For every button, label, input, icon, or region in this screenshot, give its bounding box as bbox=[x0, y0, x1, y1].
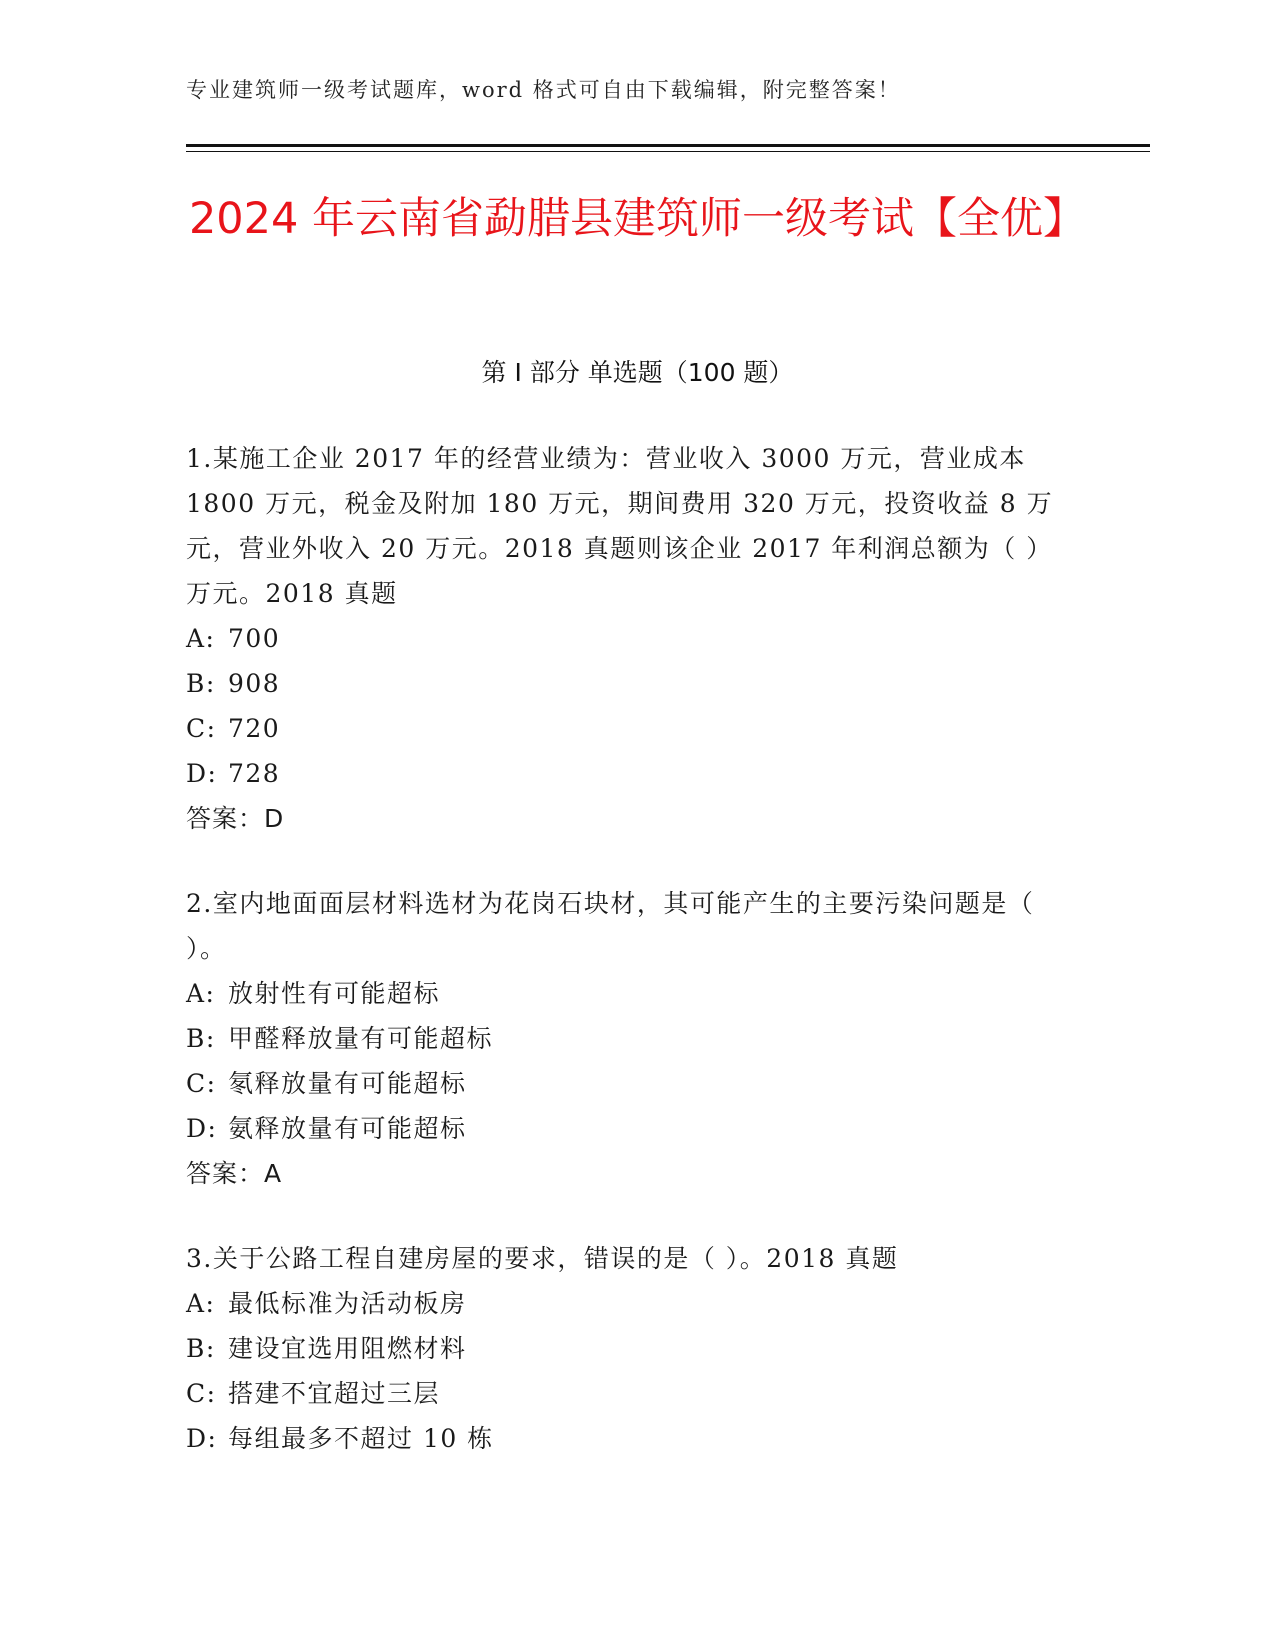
option-text: 搭建不宜超过三层 bbox=[228, 1379, 441, 1408]
section-title: 第 I 部分 单选题（100 题） bbox=[481, 358, 794, 387]
option-c bbox=[186, 706, 1066, 751]
option-d bbox=[186, 1106, 1066, 1151]
option-text: 720 bbox=[228, 714, 281, 743]
option-b bbox=[186, 1326, 1066, 1371]
question-2 bbox=[186, 881, 1066, 1196]
header-divider-thin bbox=[186, 151, 1150, 152]
option-letter: D: bbox=[186, 1424, 218, 1453]
option-text: 最低标准为活动板房 bbox=[228, 1289, 467, 1318]
option-letter: B: bbox=[186, 1024, 216, 1053]
option-b bbox=[186, 1016, 1066, 1061]
option-a bbox=[186, 616, 1066, 661]
option-text: 每组最多不超过 10 栋 bbox=[228, 1424, 494, 1453]
option-letter: B: bbox=[186, 1334, 216, 1363]
option-letter: A: bbox=[186, 1289, 216, 1318]
header-divider-thick bbox=[186, 144, 1150, 147]
option-c bbox=[186, 1371, 1066, 1416]
option-a bbox=[186, 971, 1066, 1016]
option-c bbox=[186, 1061, 1066, 1106]
answer-line: 答案：D bbox=[186, 804, 285, 833]
option-text: 氨释放量有可能超标 bbox=[228, 1114, 467, 1143]
answer-line: 答案：A bbox=[186, 1159, 283, 1188]
document-title: 2024 年云南省勐腊县建筑师一级考试【全优】 bbox=[188, 194, 1087, 244]
header-note: 专业建筑师一级考试题库，word 格式可自由下载编辑，附完整答案！ bbox=[186, 78, 901, 102]
option-letter: C: bbox=[186, 1379, 217, 1408]
option-text: 728 bbox=[228, 759, 281, 788]
option-d bbox=[186, 751, 1066, 796]
option-b bbox=[186, 661, 1066, 706]
option-text: 908 bbox=[228, 669, 281, 698]
option-text: 氡释放量有可能超标 bbox=[228, 1069, 467, 1098]
option-text: 放射性有可能超标 bbox=[228, 979, 441, 1008]
option-letter: D: bbox=[186, 759, 218, 788]
option-letter: A: bbox=[186, 624, 216, 653]
option-letter: C: bbox=[186, 714, 217, 743]
option-text: 建设宜选用阻燃材料 bbox=[228, 1334, 467, 1363]
question-list bbox=[186, 436, 1066, 1501]
option-letter: A: bbox=[186, 979, 216, 1008]
option-d bbox=[186, 1416, 1066, 1461]
question-3 bbox=[186, 1236, 1066, 1461]
option-text: 甲醛释放量有可能超标 bbox=[228, 1024, 494, 1053]
option-a bbox=[186, 1281, 1066, 1326]
option-text: 700 bbox=[228, 624, 281, 653]
question-stem: 1.某施工企业 2017 年的经营业绩为：营业收入 3000 万元，营业成本 1800 万元，税金及附加 180 万元，期间费用 320 万元，投资收益 8 万元，营业外收入 20 万元。2018 真题则该企业 2017 年利润总额为（ ）万元。2018 真题 bbox=[186, 444, 1054, 608]
question-stem: 3.关于公路工程自建房屋的要求，错误的是（ ）。2018 真题 bbox=[186, 1244, 899, 1273]
option-letter: B: bbox=[186, 669, 216, 698]
option-letter: D: bbox=[186, 1114, 218, 1143]
question-1 bbox=[186, 436, 1066, 841]
option-letter: C: bbox=[186, 1069, 217, 1098]
question-stem: 2.室内地面面层材料选材为花岗石块材，其可能产生的主要污染问题是（ ）。 bbox=[186, 889, 1035, 963]
